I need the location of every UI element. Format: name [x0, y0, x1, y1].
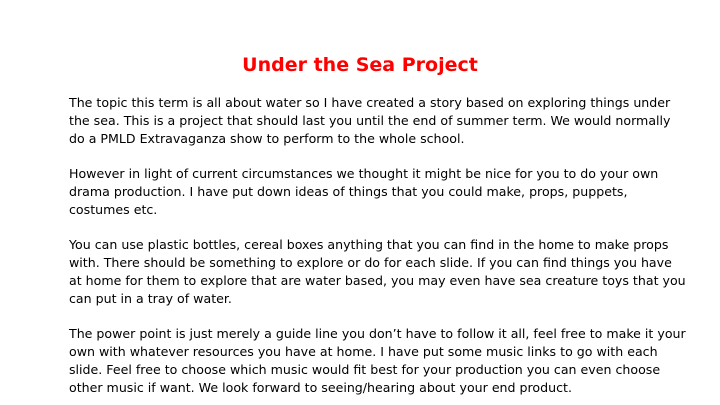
paragraph-drama-production: However in light of current circumstances we thought it might be nice for you to do your own drama production. I have put down ideas of things that you could make, props, puppets, costumes etc.	[69, 166, 659, 217]
page-title: Under the Sea Project	[242, 54, 478, 76]
paragraph-guide: The power point is just merely a guide line you don’t have to follow it all, feel free to make it your own with whatever resources you have at home. I have put some music links to go with each slide. Feel free to choose which music would fit best for your production you can even choose other music if want. We look forward to seeing/hearing about your end product.	[69, 326, 686, 395]
paragraph-topic: The topic this term is all about water so I have created a story based on exploring things under the sea. This is a project that should last you until the end of summer term. We would normally do a PMLD Extravaganza show to perform to the whole school.	[69, 95, 671, 146]
paragraph-props: You can use plastic bottles, cereal boxes anything that you can find in the home to make props with. There should be something to explore or do for each slide. If you can find things you have at home for them to explore that are water based, you may even have sea creature toys that you can put in a tray of water.	[69, 237, 686, 306]
body-text	[69, 94, 687, 397]
